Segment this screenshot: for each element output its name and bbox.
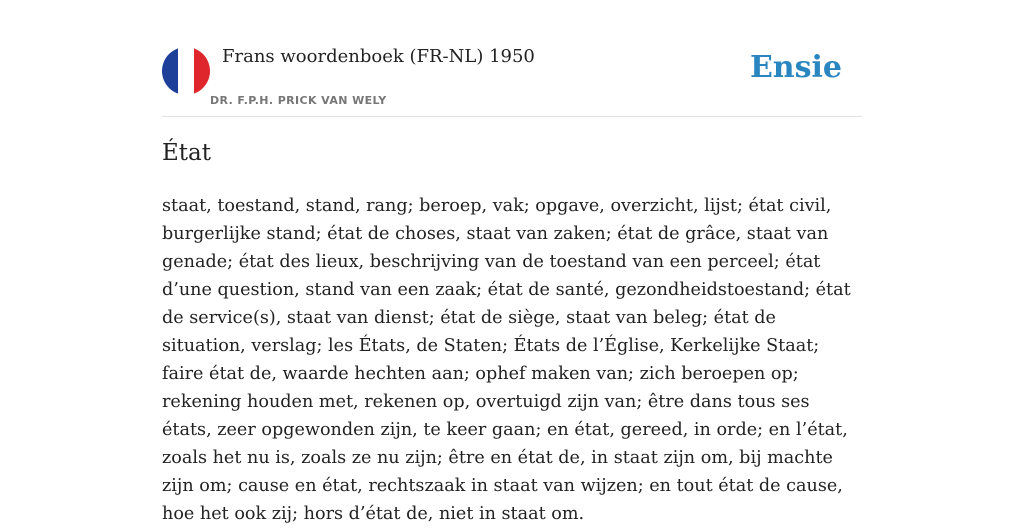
headword: État <box>162 140 211 166</box>
dictionary-author: DR. F.P.H. PRICK VAN WELY <box>210 94 387 107</box>
entry-card <box>162 0 862 524</box>
flag-stripe-blue <box>162 47 178 95</box>
flag-stripe-white <box>178 47 194 95</box>
dictionary-header <box>162 0 862 117</box>
ensie-logo[interactable]: Ensie <box>749 50 842 85</box>
french-flag-icon <box>162 47 210 95</box>
dictionary-title[interactable]: Frans woordenboek (FR-NL) 1950 <box>222 46 535 67</box>
definition-text: staat, toestand, stand, rang; beroep, vak; opgave, overzicht, lijst; état civil, burgerlijke stand; état de choses, staat van zaken; état de grâce, staat van genade; état des lieux, beschrijving van de toestand van een perceel; état d’une question, stand van een zaak; état de santé, gezondheidstoestand; état de service(s), staat van dienst; état de siège, staat van beleg; état de situation, verslag; les États, de Staten; États de l’Église, Kerkelijke Staat; faire état de, waarde hechten aan; ophef maken van; zich beroepen op; rekening houden met, rekenen op, overtuigd zijn van; être dans tous ses états, zeer opgewonden zijn, te keer gaan; en état, gereed, in orde; en l’état, zoals het nu is, zoals ze nu zijn; être en état de, in staat zijn om, bij machte zijn om; cause en état, rechtszaak in staat van wijzen; en tout état de cause, hoe het ook zij; hors d’état de, niet in staat om. <box>162 196 851 524</box>
flag-stripe-red <box>194 47 210 95</box>
